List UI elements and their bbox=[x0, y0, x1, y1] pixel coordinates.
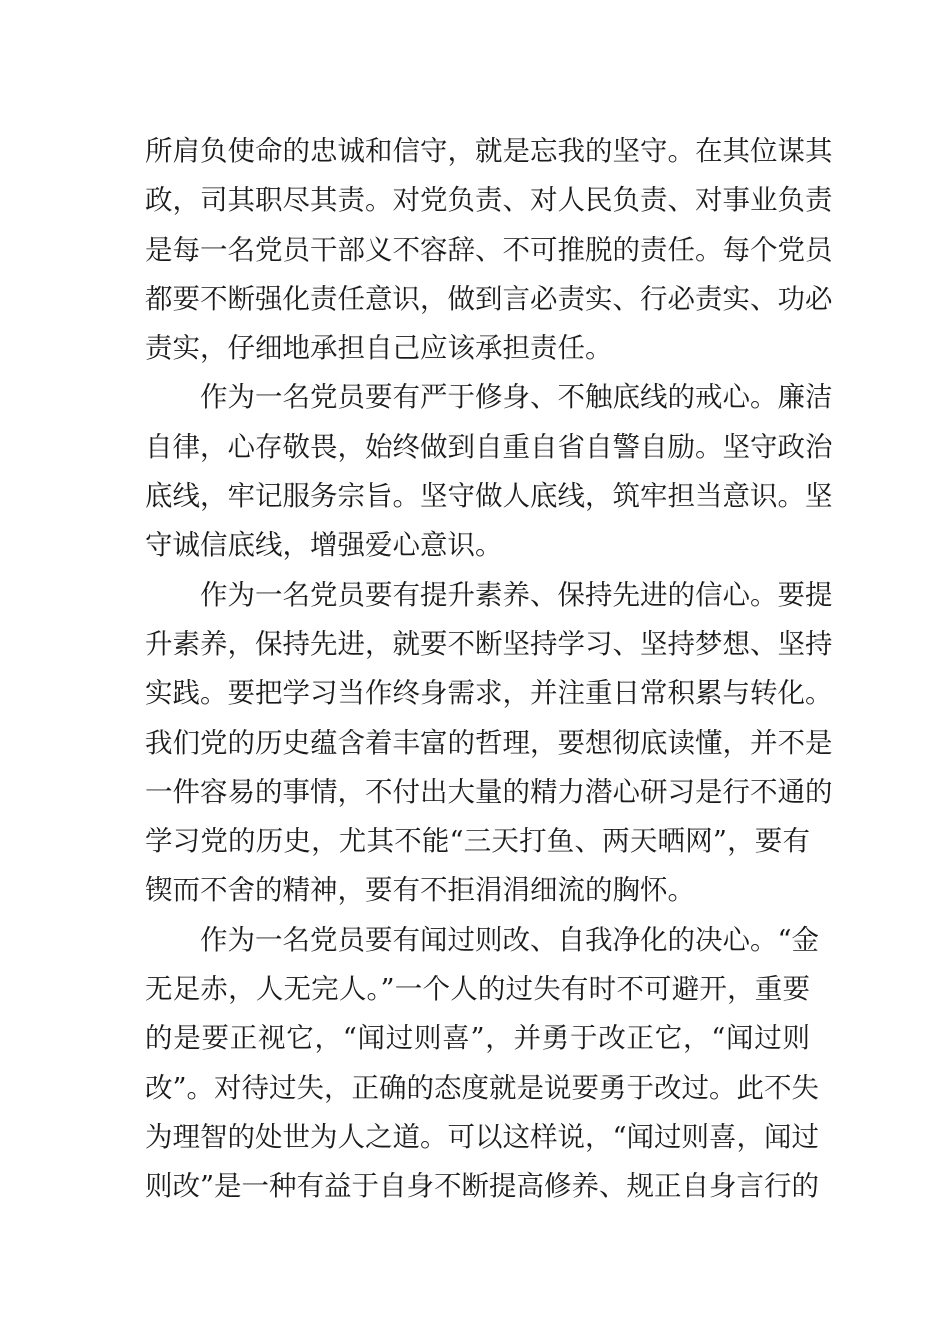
text-line: 我们党的历史蕴含着丰富的哲理，要想彻底读懂，并不是 bbox=[145, 726, 833, 759]
text-line: 底线，牢记服务宗旨。坚守做人底线，筑牢担当意识。坚 bbox=[145, 480, 833, 513]
text-line: 无足赤，人无完人。”一个人的过失有时不可避开，重要 bbox=[145, 973, 810, 1006]
text-line: 则改”是一种有益于自身不断提高修养、规正自身言行的 bbox=[145, 1170, 820, 1203]
paragraph-first-line: 作为一名党员要有提升素养、保持先进的信心。要提 bbox=[200, 578, 833, 611]
text-line: 所肩负使命的忠诚和信守，就是忘我的坚守。在其位谋其 bbox=[145, 135, 833, 167]
text-line: 的是要正视它，“闻过则喜”，并勇于改正它，“闻过则 bbox=[145, 1022, 810, 1055]
text-line: 实践。要把学习当作终身需求，并注重日常积累与转化。 bbox=[145, 677, 833, 710]
text-line: 一件容易的事情，不付出大量的精力潜心研习是行不通的 bbox=[145, 775, 833, 808]
paragraph-first-line: 作为一名党员要有严于修身、不触底线的戒心。廉洁 bbox=[200, 381, 833, 414]
text-line: 改”。对待过失，正确的态度就是说要勇于改过。此不失 bbox=[145, 1071, 820, 1104]
text-line: 锲而不舍的精神，要有不拒涓涓细流的胸怀。 bbox=[145, 874, 695, 907]
text-line: 都要不断强化责任意识，做到言必责实、行必责实、功必 bbox=[145, 282, 833, 315]
text-line: 是每一名党员干部义不容辞、不可推脱的责任。每个党员 bbox=[145, 233, 833, 266]
text-line: 升素养，保持先进，就要不断坚持学习、坚持梦想、坚持 bbox=[145, 627, 833, 660]
text-line: 责实，仔细地承担自己应该承担责任。 bbox=[145, 332, 613, 365]
text-line: 政，司其职尽其责。对党负责、对人民负责、对事业负责 bbox=[145, 184, 833, 217]
text-line: 学习党的历史，尤其不能“三天打鱼、两天晒网”，要有 bbox=[145, 825, 810, 858]
body-text bbox=[145, 127, 833, 1212]
text-line: 守诚信底线，增强爱心意识。 bbox=[145, 529, 503, 562]
text-line: 为理智的处世为人之道。可以这样说，“闻过则喜，闻过 bbox=[145, 1120, 820, 1153]
paragraph-first-line: 作为一名党员要有闻过则改、自我净化的决心。“金 bbox=[200, 923, 820, 956]
text-line: 自律，心存敬畏，始终做到自重自省自警自励。坚守政治 bbox=[145, 430, 833, 463]
